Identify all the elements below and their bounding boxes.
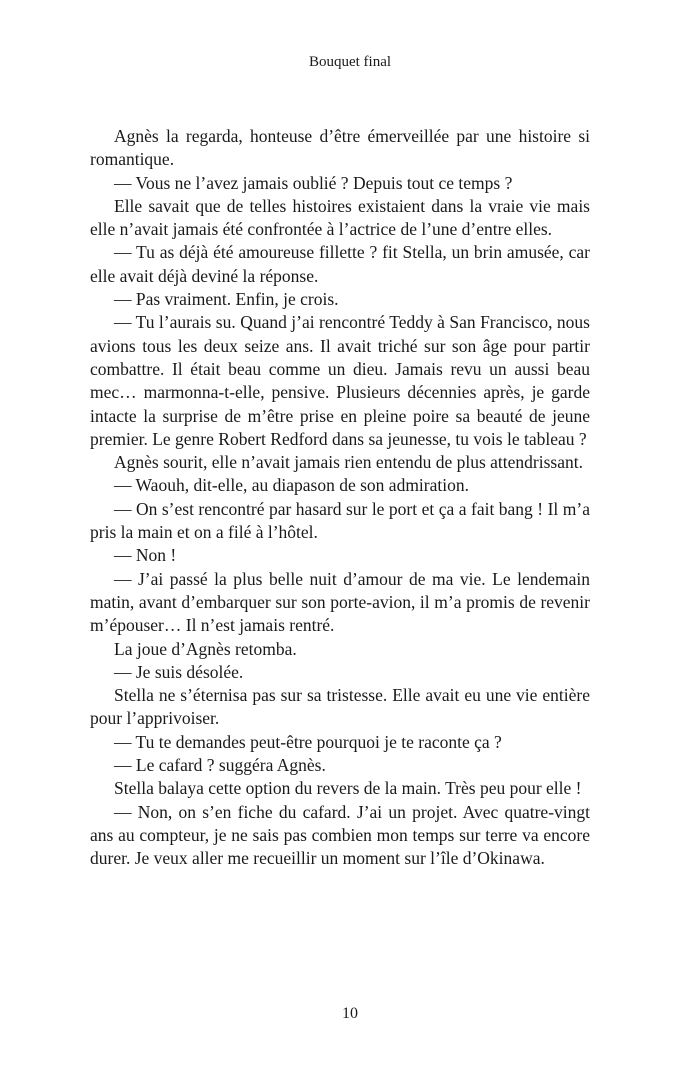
paragraph: — On s’est rencontré par hasard sur le port et ça a fait bang ! Il m’a pris la main et on a filé à l’hôtel. [90,498,590,543]
paragraph: Stella balaya cette option du revers de la main. Très peu pour elle ! [114,778,582,799]
paragraph: — Tu te demandes peut-être pourquoi je te raconte ça ? [114,731,502,752]
paragraph: Agnès sourit, elle n’avait jamais rien entendu de plus attendrissant. [114,452,583,473]
paragraph: — Tu as déjà été amoureuse fillette ? fit Stella, un brin amusée, car elle avait déjà deviné la réponse. [90,242,590,286]
paragraph: — Vous ne l’avez jamais oublié ? Depuis tout ce temps ? [114,172,513,193]
paragraph: Stella ne s’éternisa pas sur sa tristesse. Elle avait eu une vie entière pour l’apprivoiser. [90,685,590,729]
paragraph: — Non, on s’en fiche du cafard. J’ai un projet. Avec quatre-vingt ans au compteur, je ne sais pas combien mon temps sur terre va encore durer. Je veux aller me recueillir un moment sur l’île d’Okinawa. [90,801,590,869]
body-text [90,125,590,871]
paragraph: — Non ! [114,545,177,566]
paragraph: Elle savait que de telles histoires existaient dans la vraie vie mais elle n’avait jamais été confrontée à l’actrice de l’une d’entre elles. [90,195,590,240]
paragraph: — Waouh, dit-elle, au diapason de son admiration. [114,475,469,496]
paragraph: — Pas vraiment. Enfin, je crois. [114,289,339,310]
paragraph: — Je suis désolée. [114,661,244,682]
running-header: Bouquet final [308,54,392,70]
paragraph: — J’ai passé la plus belle nuit d’amour de ma vie. Le lendemain matin, avant d’embarquer sur son porte-avion, il m’a promis de revenir m’épouser… Il n’est jamais rentré. [90,568,590,636]
paragraph: — Tu l’aurais su. Quand j’ai rencontré Teddy à San Francisco, nous avions tous les deux seize ans. Il avait triché sur son âge pour partir combattre. Il était beau comme un dieu. Jamais revu un aussi beau mec… marmonna-t-elle, pensive. Plusieurs décennies après, je garde intacte la surprise de m’être prise en pleine poire sa beauté de jeune premier. Le genre Robert Redford dans sa jeunesse, tu vois le tableau ? [90,312,590,449]
paragraph: Agnès la regarda, honteuse d’être émerveillée par une histoire si romantique. [90,126,590,170]
paragraph: La joue d’Agnès retomba. [114,638,297,659]
page-number: 10 [342,1005,358,1022]
paragraph: — Le cafard ? suggéra Agnès. [114,755,326,776]
